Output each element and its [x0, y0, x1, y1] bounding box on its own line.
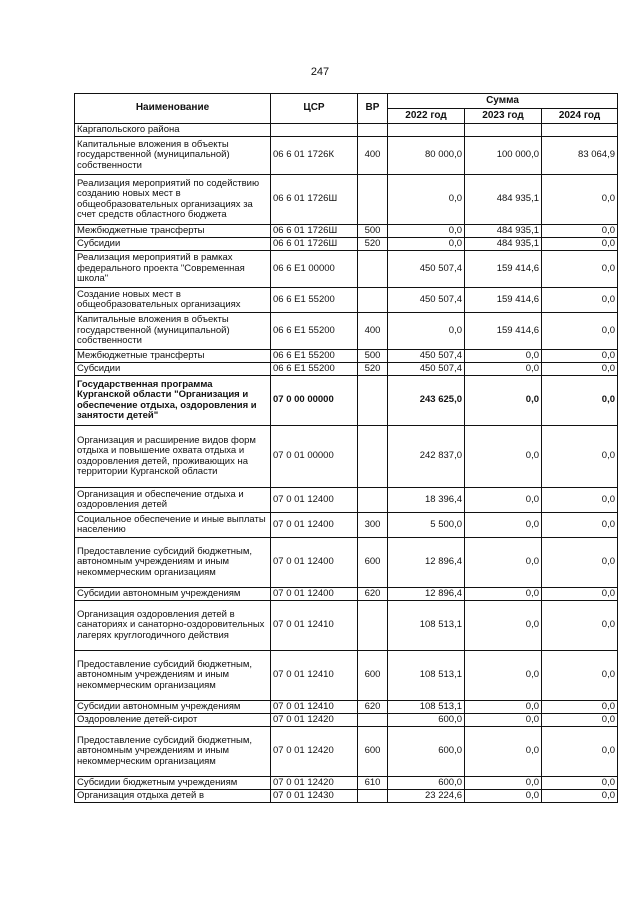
row-name-cell: Капитальные вложения в объекты государственной (муниципальной) собственности [75, 313, 271, 350]
row-vr-cell [358, 175, 388, 225]
table-row [75, 175, 618, 225]
row-name-cell: Организация оздоровления детей в санаториях и санаторно-оздоровительных лагерях круглогодичного действия [75, 601, 271, 651]
row-2023-cell: 0,0 [465, 601, 542, 651]
page-number: 247 [310, 66, 330, 78]
row-2022-cell: 80 000,0 [388, 137, 465, 175]
row-csr-cell: 06 6 01 1726Ш [271, 225, 358, 238]
row-name-cell: Субсидии бюджетным учреждениям [75, 777, 271, 790]
row-csr-cell: 06 6 E1 55200 [271, 313, 358, 350]
row-vr-cell [358, 790, 388, 803]
table-row [75, 426, 618, 488]
row-name-cell: Межбюджетные трансферты [75, 350, 271, 363]
row-csr-cell: 07 0 01 12420 [271, 714, 358, 727]
row-2022-cell: 600,0 [388, 777, 465, 790]
row-csr-cell: 07 0 01 12410 [271, 701, 358, 714]
row-csr-cell: 06 6 E1 55200 [271, 363, 358, 376]
row-name-cell: Организация и расширение видов форм отдыха и повышение охвата отдыха и оздоровления детей, проживающих на территории Курганской области [75, 426, 271, 488]
row-csr-cell: 07 0 01 12430 [271, 790, 358, 803]
row-2024-cell: 0,0 [542, 701, 618, 714]
table-row [75, 651, 618, 701]
table-row [75, 727, 618, 777]
row-vr-cell: 600 [358, 538, 388, 588]
row-2024-cell: 0,0 [542, 601, 618, 651]
row-vr-cell: 400 [358, 137, 388, 175]
row-2023-cell: 484 935,1 [465, 238, 542, 251]
row-vr-cell [358, 488, 388, 513]
row-2024-cell: 0,0 [542, 426, 618, 488]
table-row [75, 313, 618, 350]
row-2022-cell: 0,0 [388, 225, 465, 238]
row-2024-cell: 0,0 [542, 363, 618, 376]
row-vr-cell: 620 [358, 701, 388, 714]
row-2023-cell: 484 935,1 [465, 175, 542, 225]
row-2023-cell: 0,0 [465, 727, 542, 777]
row-vr-cell: 500 [358, 350, 388, 363]
row-name-cell: Предоставление субсидий бюджетным, автономным учреждениям и иным некоммерческим организациям [75, 727, 271, 777]
row-csr-cell: 06 6 E1 55200 [271, 350, 358, 363]
row-name-cell: Организация и обеспечение отдыха и оздоровления детей [75, 488, 271, 513]
row-vr-cell [358, 601, 388, 651]
row-2022-cell: 600,0 [388, 714, 465, 727]
row-2024-cell: 0,0 [542, 251, 618, 288]
row-2023-cell: 0,0 [465, 376, 542, 426]
row-2024-cell: 0,0 [542, 288, 618, 313]
row-2022-cell: 108 513,1 [388, 651, 465, 701]
row-csr-cell: 06 6 01 1726К [271, 137, 358, 175]
row-2023-cell: 159 414,6 [465, 288, 542, 313]
row-name-cell: Предоставление субсидий бюджетным, автономным учреждениям и иным некоммерческим организациям [75, 651, 271, 701]
row-2024-cell: 83 064,9 [542, 137, 618, 175]
row-vr-cell [358, 426, 388, 488]
row-2023-cell: 0,0 [465, 426, 542, 488]
row-vr-cell: 520 [358, 363, 388, 376]
row-csr-cell: 07 0 01 12400 [271, 588, 358, 601]
table-row [75, 225, 618, 238]
row-name-cell: Капитальные вложения в объекты государственной (муниципальной) собственности [75, 137, 271, 175]
row-2023-cell: 0,0 [465, 488, 542, 513]
row-name-cell: Оздоровление детей-сирот [75, 714, 271, 727]
row-2024-cell: 0,0 [542, 588, 618, 601]
header-year-2023: 2023 год [465, 109, 542, 124]
row-2024-cell: 0,0 [542, 225, 618, 238]
row-vr-cell [358, 376, 388, 426]
row-name-cell: Субсидии [75, 238, 271, 251]
row-vr-cell: 520 [358, 238, 388, 251]
header-year-2024: 2024 год [542, 109, 618, 124]
row-2022-cell: 0,0 [388, 175, 465, 225]
row-2022-cell: 108 513,1 [388, 601, 465, 651]
table-row [75, 350, 618, 363]
table-row [75, 538, 618, 588]
row-2022-cell: 450 507,4 [388, 363, 465, 376]
row-2024-cell: 0,0 [542, 350, 618, 363]
table-row [75, 137, 618, 175]
table-row [75, 790, 618, 803]
table-row [75, 701, 618, 714]
table-row [75, 288, 618, 313]
row-2024-cell: 0,0 [542, 513, 618, 538]
row-name-cell: Межбюджетные трансферты [75, 225, 271, 238]
row-csr-cell: 07 0 01 12400 [271, 488, 358, 513]
table-body [75, 124, 618, 803]
row-vr-cell: 600 [358, 727, 388, 777]
row-csr-cell: 06 6 01 1726Ш [271, 238, 358, 251]
row-vr-cell: 610 [358, 777, 388, 790]
row-2024-cell: 0,0 [542, 714, 618, 727]
header-year-2022: 2022 год [388, 109, 465, 124]
row-2023-cell: 0,0 [465, 538, 542, 588]
row-vr-cell [358, 288, 388, 313]
row-csr-cell: 07 0 00 00000 [271, 376, 358, 426]
row-vr-cell [358, 251, 388, 288]
row-2023-cell: 484 935,1 [465, 225, 542, 238]
row-name-cell: Создание новых мест в общеобразовательных организациях [75, 288, 271, 313]
row-csr-cell: 07 0 01 12420 [271, 727, 358, 777]
header-sum: Сумма [388, 94, 618, 109]
row-2022-cell: 0,0 [388, 238, 465, 251]
table-row [75, 777, 618, 790]
row-name-cell: Организация отдыха детей в [75, 790, 271, 803]
row-2022-cell: 450 507,4 [388, 251, 465, 288]
row-vr-cell: 400 [358, 313, 388, 350]
row-vr-cell: 600 [358, 651, 388, 701]
row-2022-cell: 450 507,4 [388, 288, 465, 313]
row-2023-cell: 0,0 [465, 513, 542, 538]
row-2023-cell: 0,0 [465, 714, 542, 727]
table-row [75, 363, 618, 376]
row-2023-cell: 159 414,6 [465, 313, 542, 350]
table-row [75, 238, 618, 251]
row-2022-cell: 243 625,0 [388, 376, 465, 426]
row-2022-cell: 108 513,1 [388, 701, 465, 714]
row-csr-cell: 07 0 01 12400 [271, 538, 358, 588]
row-2023-cell: 0,0 [465, 363, 542, 376]
row-2022-cell: 600,0 [388, 727, 465, 777]
row-2022-cell: 242 837,0 [388, 426, 465, 488]
row-2023-cell: 0,0 [465, 777, 542, 790]
row-2022-cell: 12 896,4 [388, 588, 465, 601]
row-2023-cell: 0,0 [465, 701, 542, 714]
row-2023-cell: 100 000,0 [465, 137, 542, 175]
row-2022-cell: 5 500,0 [388, 513, 465, 538]
row-2024-cell: 0,0 [542, 238, 618, 251]
row-2022-cell: 0,0 [388, 313, 465, 350]
header-name: Наименование [75, 94, 271, 124]
row-vr-cell: 500 [358, 225, 388, 238]
table-row [75, 601, 618, 651]
row-2023-cell [465, 124, 542, 137]
table-row [75, 588, 618, 601]
row-name-cell: Реализация мероприятий по содействию созданию новых мест в общеобразовательных организациях за счет средств областного бюджета [75, 175, 271, 225]
row-name-cell: Социальное обеспечение и иные выплаты населению [75, 513, 271, 538]
row-name-cell: Субсидии [75, 363, 271, 376]
row-csr-cell: 07 0 01 12400 [271, 513, 358, 538]
row-2024-cell [542, 124, 618, 137]
row-csr-cell: 06 6 E1 00000 [271, 251, 358, 288]
row-2024-cell: 0,0 [542, 777, 618, 790]
row-2024-cell: 0,0 [542, 651, 618, 701]
row-csr-cell: 07 0 01 12410 [271, 651, 358, 701]
row-name-cell: Каргапольского района [75, 124, 271, 137]
row-name-cell: Субсидии автономным учреждениям [75, 701, 271, 714]
table-row [75, 251, 618, 288]
row-2024-cell: 0,0 [542, 313, 618, 350]
table-row [75, 513, 618, 538]
row-2023-cell: 0,0 [465, 651, 542, 701]
row-2023-cell: 0,0 [465, 588, 542, 601]
table-row [75, 488, 618, 513]
row-csr-cell: 07 0 01 12410 [271, 601, 358, 651]
row-vr-cell: 620 [358, 588, 388, 601]
row-csr-cell: 07 0 01 00000 [271, 426, 358, 488]
table-row [75, 376, 618, 426]
row-csr-cell: 07 0 01 12420 [271, 777, 358, 790]
row-2022-cell: 18 396,4 [388, 488, 465, 513]
budget-table [74, 93, 618, 803]
row-2024-cell: 0,0 [542, 790, 618, 803]
row-2022-cell: 23 224,6 [388, 790, 465, 803]
row-2024-cell: 0,0 [542, 727, 618, 777]
row-2022-cell: 450 507,4 [388, 350, 465, 363]
header-csr: ЦСР [271, 94, 358, 124]
row-2023-cell: 159 414,6 [465, 251, 542, 288]
row-2022-cell: 12 896,4 [388, 538, 465, 588]
row-2023-cell: 0,0 [465, 790, 542, 803]
row-2024-cell: 0,0 [542, 488, 618, 513]
row-2024-cell: 0,0 [542, 175, 618, 225]
row-vr-cell [358, 714, 388, 727]
table-row [75, 714, 618, 727]
row-name-cell: Субсидии автономным учреждениям [75, 588, 271, 601]
row-vr-cell [358, 124, 388, 137]
row-2022-cell [388, 124, 465, 137]
row-name-cell: Государственная программа Курганской области "Организация и обеспечение отдыха, оздоровления и занятости детей" [75, 376, 271, 426]
row-csr-cell [271, 124, 358, 137]
row-name-cell: Реализация мероприятий в рамках федерального проекта "Современная школа" [75, 251, 271, 288]
row-name-cell: Предоставление субсидий бюджетным, автономным учреждениям и иным некоммерческим организациям [75, 538, 271, 588]
header-vr: ВР [358, 94, 388, 124]
row-vr-cell: 300 [358, 513, 388, 538]
row-2024-cell: 0,0 [542, 376, 618, 426]
row-csr-cell: 06 6 E1 55200 [271, 288, 358, 313]
row-2024-cell: 0,0 [542, 538, 618, 588]
row-csr-cell: 06 6 01 1726Ш [271, 175, 358, 225]
row-2023-cell: 0,0 [465, 350, 542, 363]
table-row [75, 124, 618, 137]
